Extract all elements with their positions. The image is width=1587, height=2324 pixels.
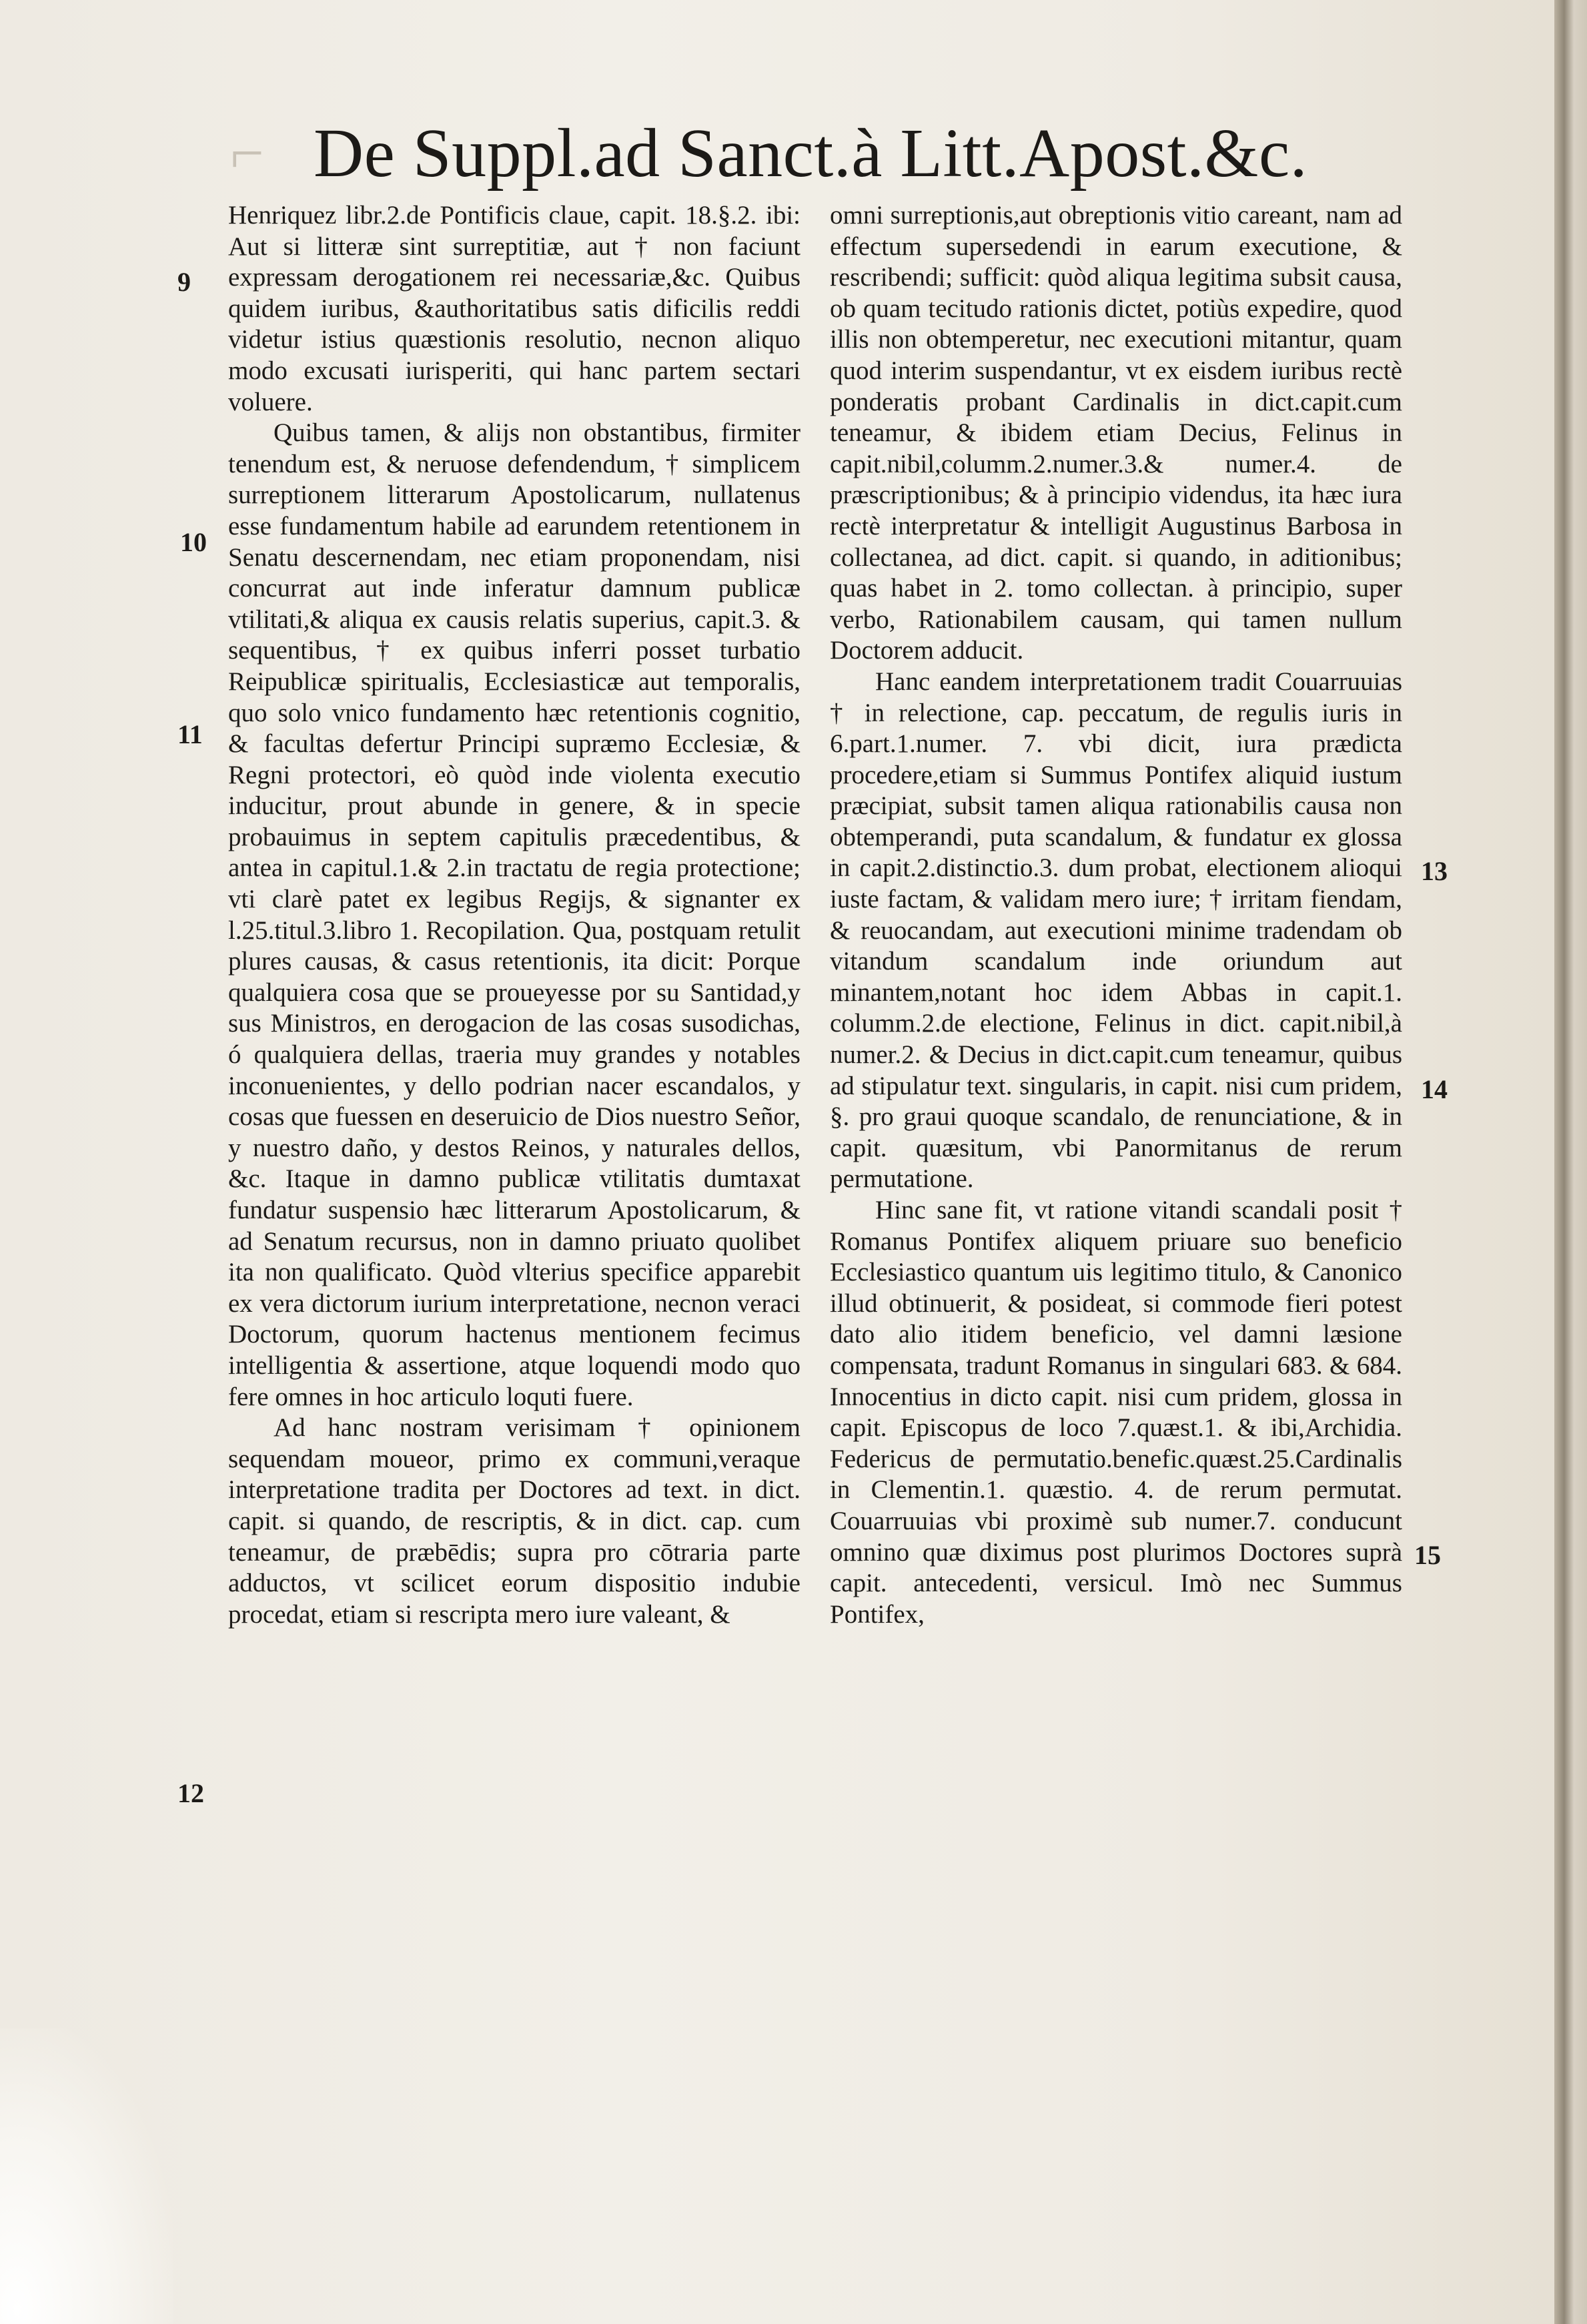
page-gutter-edge <box>1554 0 1587 2324</box>
margin-number: 15 <box>1414 1540 1441 1570</box>
paragraph: omni surreptionis,aut obreptionis vitio careant, nam ad effectum supersedendi in earum executione, & rescribendi; sufficit: quòd aliqua legitima subsit causa, ob quam tecitudo rationis dictet, potiùs expedire, quod illis non obtemperetur, nec executioni mitantur, quam quod interim suspendantur, vt ex eisdem iuribus rectè ponderatis probant Cardinalis in dict.capit.cum teneamur, & ibidem etiam Decius, Felinus in capit.nibil,columm.2.numer.3.& numer.4. de præscriptionibus; & à principio videndus, ita hæc iura rectè interpretatur & intelligit Augustinus Barbosa in collectanea, ad dict. capit. si quando, in aditionibus; quas habet in 2. tomo collectan. à principio, super verbo, Rationabilem causam, qui tamen nullum Doctorem adducit. <box>830 201 1402 665</box>
margin-number: 9 <box>177 267 191 297</box>
margin-number: 14 <box>1421 1074 1448 1104</box>
left-column <box>228 200 801 2135</box>
margin-number: 10 <box>180 527 207 557</box>
paragraph: Hanc eandem interpretationem tradit Couarruuias † in relectione, cap. peccatum, de regulis iuris in 6.part.1.numer. 7. vbi dicit, iura prædicta procedere,etiam si Summus Pontifex aliquid iustum præcipiat, subsit tamen aliqua rationabilis causa non obtemperandi, puta scandalum, & fundatur ex glossa in capit.2.distinctio.3. dum probat, electionem alioqui iuste factam, & validam mero iure; † irritam fiendam, & reuocandam, aut executioni minime tradendam ob vitandum scandalum inde oriundum aut minantem,notant hoc idem Abbas in capit.1. columm.2.de electione, Felinus in dict. capit.nibil,à numer.2. & Decius in dict.capit.cum teneamur, quibus ad stipulatur text. singularis, in capit. nisi cum pridem, §. pro graui quoque scandalo, de renunciatione, & in capit. quæsitum, vbi Panormitanus de rerum permutatione. <box>830 667 1402 1194</box>
right-column <box>830 200 1402 2135</box>
margin-number: 12 <box>177 1778 204 1808</box>
paragraph: Hinc sane fit, vt ratione vitandi scandali posit † Romanus Pontifex aliquem priuare suo beneficio Ecclesiastico quantum uis legitimo titulo, & Canonico illud obtinuerit, & posideat, si commode fieri potest dato alio itidem beneficio, vel damni læsione compensata, tradunt Romanus in singulari 683. & 684. Innocentius in dicto capit. nisi cum pridem, glossa in capit. Episcopus de loco 7.quæst.1. & ibi,Archidia. Federicus de permutatio.benefic.quæst.25.Cardinalis in Clementin.1. quæstio. 4. de rerum permutat. Couarruuias vbi proximè sub numer.7. conducunt omnino quæ diximus post plurimos Doctores suprà capit. antecedenti, versicul. Imò nec Summus Pontifex, <box>830 1196 1402 1629</box>
bleed-through-mark: ⌐ <box>230 120 264 186</box>
paragraph: Henriquez libr.2.de Pontificis claue, capit. 18.§.2. ibi: Aut si litteræ sint surreptitiæ, aut † non faciunt expressam derogationem rei necessariæ,&c. Quibus quidem iuribus, &authoritatibus satis dificilis reddi videtur istius quæstionis resolutio, necnon aliquo modo excusati iurisperiti, qui hanc partem sectari voluere. <box>228 201 801 416</box>
paragraph: Quibus tamen, & alijs non obstantibus, firmiter tenendum est, & neruose defendendum, † simplicem surreptionem litterarum Apostolicarum, nullatenus esse fundamentum habile ad earundem retentionem in Senatu descernendam, nec etiam proponendam, nisi concurrat aut inde inferatur damnum publicæ vtilitati,& aliqua ex causis relatis superius, capit.3. & sequentibus, † ex quibus inferri posset turbatio Reipublicæ spiritualis, Ecclesiasticæ aut temporalis, quo solo vnico fundamento hæc retentionis cognitio, & facultas defertur Principi supræmo Ecclesiæ, & Regni protectori, eò quòd inde violenta executio inducitur, prout abunde in genere, & in specie probauimus in septem capitulis præcedentibus, & antea in capitul.1.& 2.in tractatu de regia protectione; vti clarè patet ex legibus Regijs, & signanter ex l.25.titul.3.libro 1. Recopilation. Qua, postquam retulit plures causas, & casus retentionis, ita dicit: Porque qualquiera cosa que se proueyesse por su Santidad,y sus Ministros, en derogacion de las cosas susodichas, ó qualquiera dellas, traeria muy grandes y notables inconuenientes, y dello podrian nacer escandalos, y cosas que fuessen en deseruicio de Dios nuestro Señor, y nuestro daño, y destos Reinos, y naturales dellos, &c. Itaque in damno publicæ vtilitatis dumtaxat fundatur suspensio hæc litterarum Apostolicarum, & ad Senatum recursus, non in damno priuato quolibet ita non qualificato. Quòd vlterius specifice apparebit ex vera dictorum iurium interpretatione, necnon veraci Doctorum, quorum hactenus mentionem fecimus intelligentia & assertione, atque loquendi modo quo fere omnes in hoc articulo loquti fuere. <box>228 418 801 1411</box>
running-head: De Suppl.ad Sanct.à Litt.Apost.&c. <box>314 115 1308 191</box>
paragraph: Ad hanc nostram verisimam † opinionem sequendam moueor, primo ex communi,veraque interpretatione tradita per Doctores ad text. in dict. capit. si quando, de rescriptis, & in dict. cap. cum teneamur, de præbēdis; supra pro cōtraria parte adductos, vt scilicet eorum dispositio indubie procedat, etiam si rescripta mero iure valeant, & <box>228 1413 801 1629</box>
margin-number: 13 <box>1421 856 1448 886</box>
page-stain <box>0 2028 173 2324</box>
margin-number: 11 <box>177 719 203 749</box>
